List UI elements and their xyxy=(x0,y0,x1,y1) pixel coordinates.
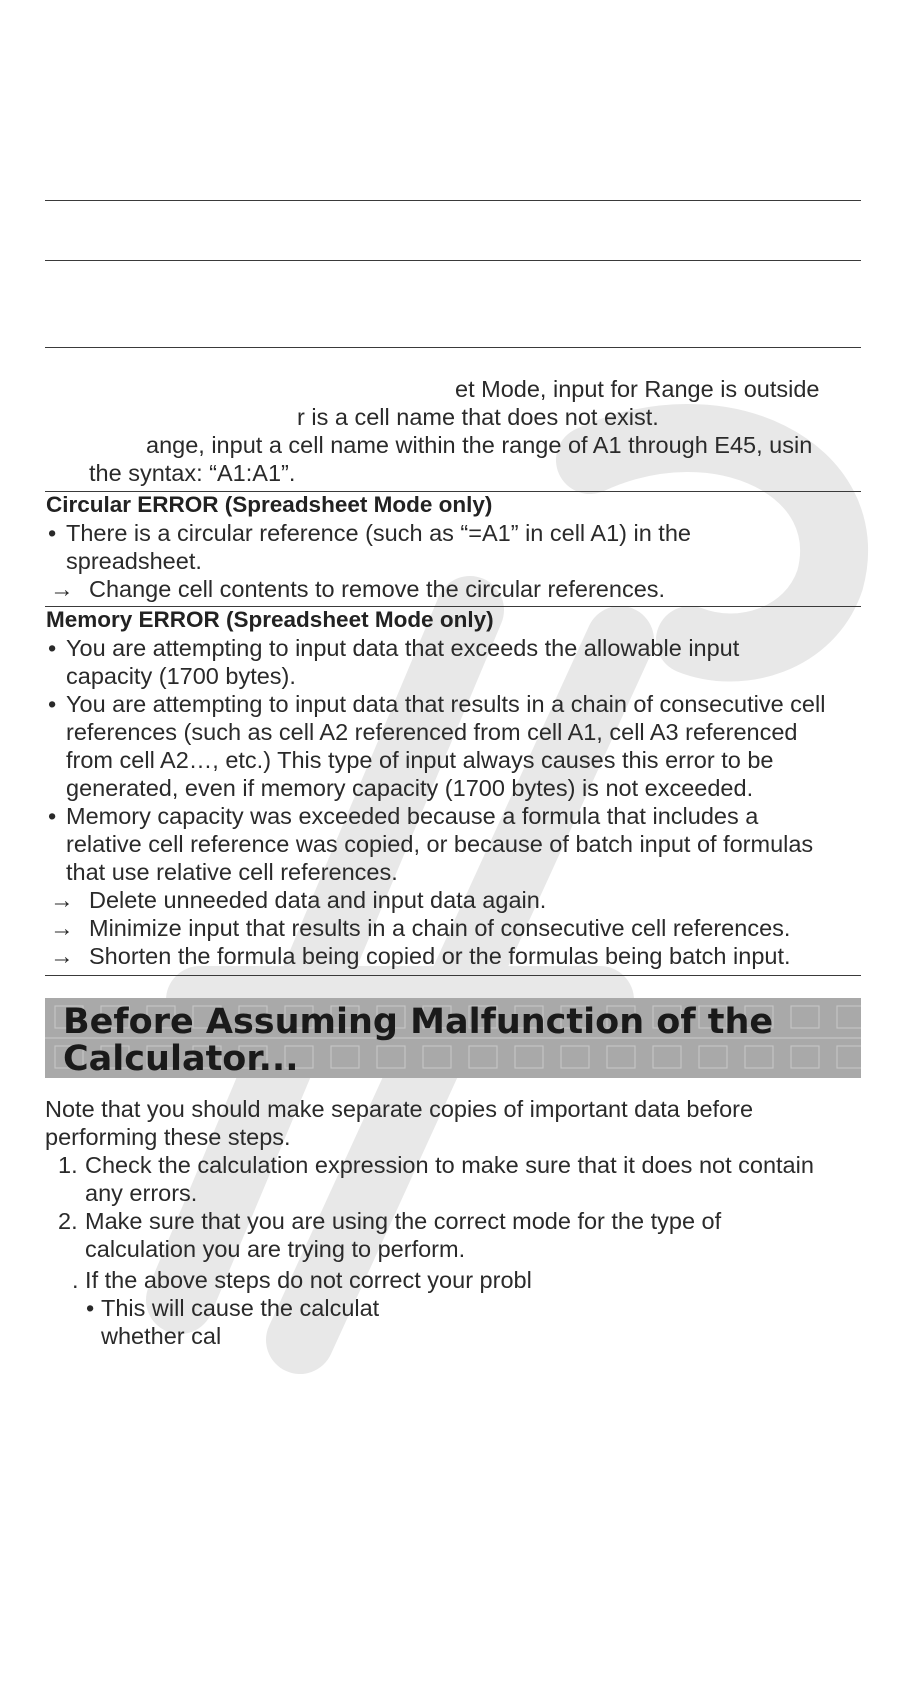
bullet-icon: • xyxy=(86,1295,95,1321)
step-3-bullet-line-2: whether cal xyxy=(101,1323,222,1349)
memory-action-3: Shorten the formula being copied or the formulas being batch input. xyxy=(89,943,791,969)
step-3-line-1: . If the above steps do not correct your probl xyxy=(72,1267,532,1293)
divider-top-1 xyxy=(45,200,861,201)
fragment-line-1: et Mode, input for Range is outside xyxy=(455,376,820,402)
step-2-line-1: Make sure that you are using the correct mode for the type of xyxy=(85,1208,722,1234)
arrow-icon: → xyxy=(50,576,74,602)
arrow-icon: → xyxy=(50,943,74,969)
step-1-line-2: any errors. xyxy=(85,1180,198,1206)
step-2-line-2: calculation you are trying to perform. xyxy=(85,1236,466,1262)
fragment-line-3: ange, input a cell name within the range of A1 through E45, usin xyxy=(146,432,813,458)
fragment-line-4: the syntax: “A1:A1”. xyxy=(89,460,296,486)
step-number: 2. xyxy=(58,1208,78,1234)
memory-b2-line-4: generated, even if memory capacity (1700 bytes) is not exceeded. xyxy=(66,775,754,801)
circular-bullet-line-1: There is a circular reference (such as “=A1” in cell A1) in the xyxy=(66,520,691,546)
step-1-line-1: Check the calculation expression to make sure that it does not contain xyxy=(85,1152,814,1178)
arrow-icon: → xyxy=(50,887,74,913)
circular-error-heading: Circular ERROR (Spreadsheet Mode only) xyxy=(46,492,493,517)
circular-action: Change cell contents to remove the circular references. xyxy=(89,576,666,602)
bullet-icon: • xyxy=(48,520,57,546)
divider xyxy=(45,975,861,976)
memory-b3-line-1: Memory capacity was exceeded because a formula that includes a xyxy=(66,803,759,829)
section-banner xyxy=(45,998,861,1078)
divider-top-2 xyxy=(45,260,861,261)
bullet-icon: • xyxy=(48,635,57,661)
arrow-icon: → xyxy=(50,915,74,941)
memory-error-heading: Memory ERROR (Spreadsheet Mode only) xyxy=(46,607,494,632)
memory-action-2: Minimize input that results in a chain of consecutive cell references. xyxy=(89,915,791,941)
memory-b1-line-1: You are attempting to input data that exceeds the allowable input xyxy=(66,635,740,661)
step-3-bullet-line-1: This will cause the calculat xyxy=(101,1295,380,1321)
memory-b3-line-2: relative cell reference was copied, or because of batch input of formulas xyxy=(66,831,814,857)
memory-b2-line-3: from cell A2…, etc.) This type of input always causes this error to be xyxy=(66,747,774,773)
circular-bullet-line-2: spreadsheet. xyxy=(66,548,202,574)
bullet-icon: • xyxy=(48,803,57,829)
section-title-line-1: Before Assuming Malfunction of the xyxy=(63,1002,774,1042)
divider-top-3 xyxy=(45,347,861,348)
memory-b2-line-1: You are attempting to input data that results in a chain of consecutive cell xyxy=(66,691,826,717)
bullet-icon: • xyxy=(48,691,57,717)
memory-b2-line-2: references (such as cell A2 referenced from cell A1, cell A3 referenced xyxy=(66,719,798,745)
memory-b3-line-3: that use relative cell references. xyxy=(66,859,398,885)
section-title xyxy=(63,1004,853,1078)
fragment-line-2: r is a cell name that does not exist. xyxy=(297,404,659,430)
step-number: 1. xyxy=(58,1152,78,1178)
section-title-line-2: Calculator... xyxy=(63,1039,299,1078)
intro-line-2: performing these steps. xyxy=(45,1124,291,1150)
memory-b1-line-2: capacity (1700 bytes). xyxy=(66,663,296,689)
memory-action-1: Delete unneeded data and input data again. xyxy=(89,887,547,913)
intro-line-1: Note that you should make separate copies of important data before xyxy=(45,1096,754,1122)
